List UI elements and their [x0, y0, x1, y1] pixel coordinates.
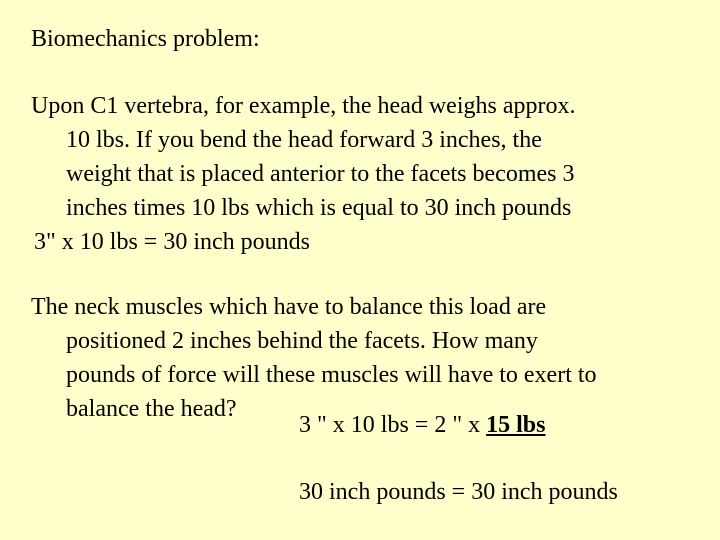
- question-line-1: The neck muscles which have to balance this load are: [31, 294, 547, 320]
- balance-equation-prefix: 3 " x 10 lbs = 2 " x: [299, 412, 487, 438]
- question-line-3: pounds of force will these muscles will have to exert to: [66, 362, 597, 388]
- question-line-2: positioned 2 inches behind the facets. How many: [66, 328, 538, 354]
- problem-line-2: 10 lbs. If you bend the head forward 3 inches, the: [66, 127, 542, 153]
- result-equation: 30 inch pounds = 30 inch pounds: [299, 479, 618, 505]
- torque-equation: 3" x 10 lbs = 30 inch pounds: [34, 229, 310, 255]
- question-line-4: balance the head?: [66, 396, 237, 422]
- balance-equation: [299, 408, 546, 442]
- question-paragraph: [31, 290, 597, 426]
- problem-line-3: weight that is placed anterior to the facets becomes 3: [66, 161, 575, 187]
- problem-paragraph: [31, 89, 576, 225]
- answer-value: 15 lbs: [486, 412, 546, 438]
- problem-line-4: inches times 10 lbs which is equal to 30 inch pounds: [66, 195, 572, 221]
- problem-line-1: Upon C1 vertebra, for example, the head weighs approx.: [31, 93, 576, 119]
- slide-title: Biomechanics problem:: [31, 26, 260, 52]
